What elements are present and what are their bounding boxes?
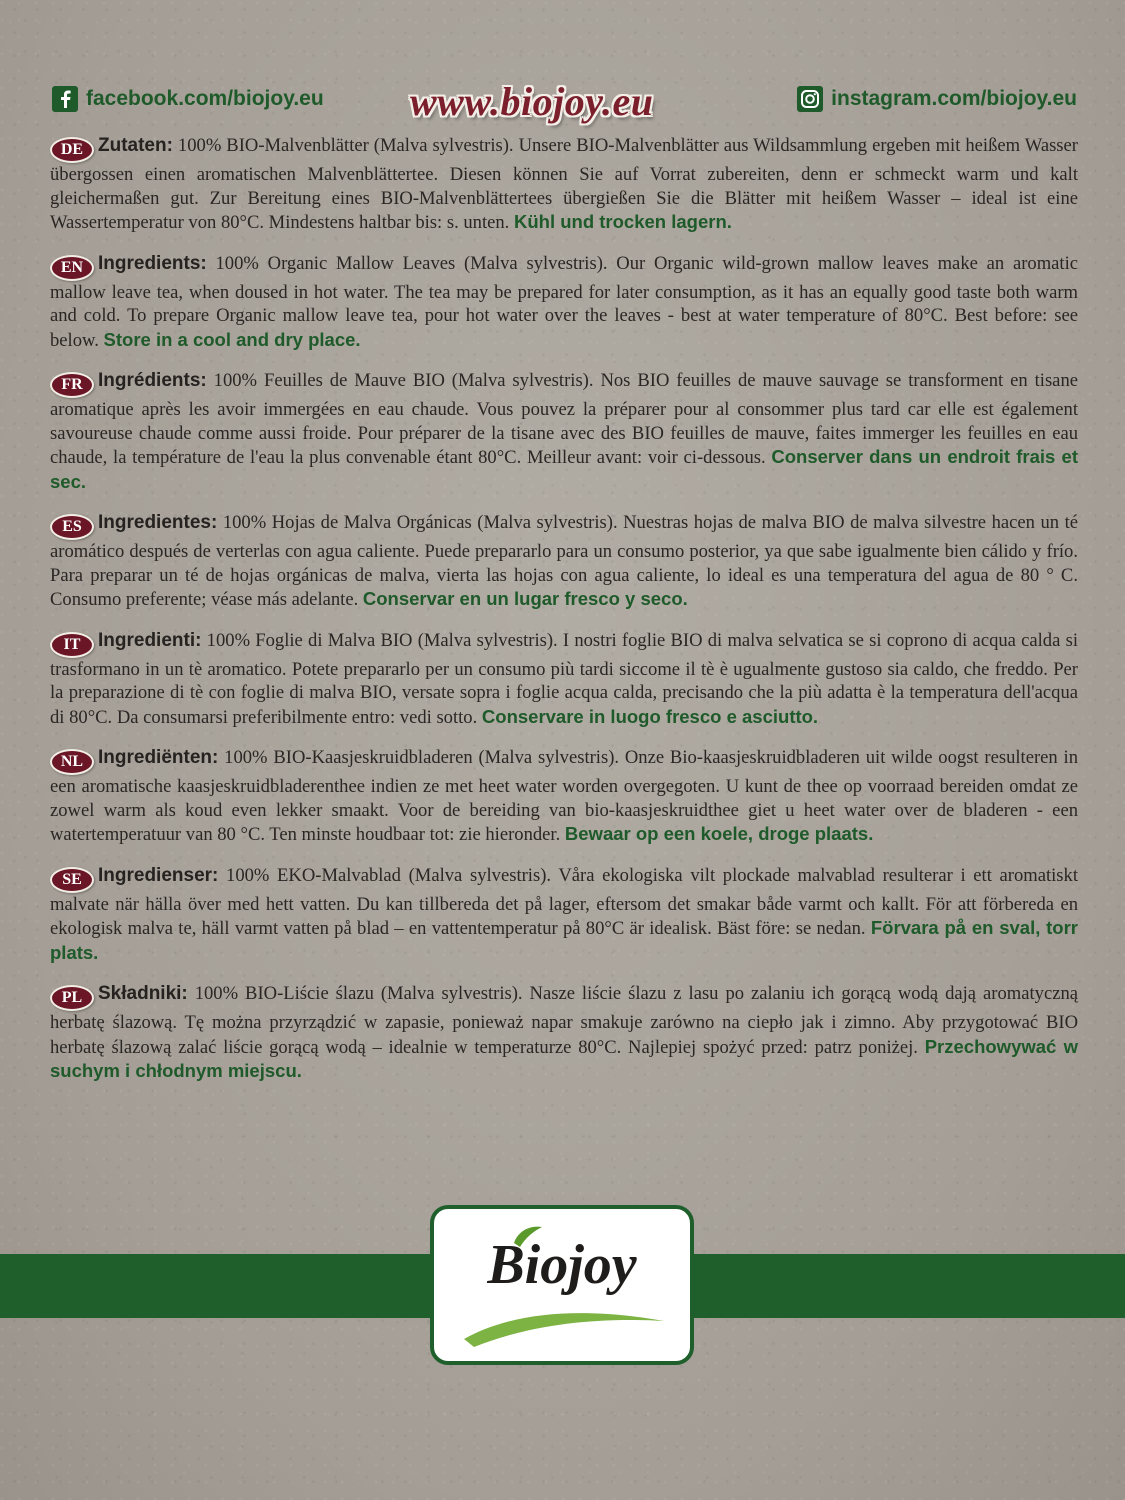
language-badge: EN [50, 255, 94, 281]
website-url[interactable]: www.biojoy.eu [410, 79, 654, 124]
logo-text: Biojoy [487, 1234, 637, 1296]
storage-note: Kühl und trocken lagern. [513, 211, 732, 232]
section-label: Ingredientes: [98, 512, 218, 533]
section-text: 100% Organic Mallow Leaves (Malva sylvestris). Our Organic wild-grown mallow leaves make an aromatic mallow leave tea, when doused in hot water. The tea may be prepared for later consumption, as it has an equally good taste both warm and cold. To prepare Organic mallow leave tea, pour hot water over the leaves - best at water temperature of 80°C. Best before: see below. [50, 252, 1078, 351]
facebook-icon [52, 86, 78, 112]
section-text: 100% Foglie di Malva BIO (Malva sylvestris). I nostri foglie BIO di malva selvatica se si coprono di acqua calda si trasformano in un tè aromatico. Potete prepararlo per un consumo più tardi siccome il tè è ugualmente gustoso sia caldo, che freddo. Per la preparazione di tè con foglie di malva BIO, versate sopra i foglie acqua calda, precisando che la più adatta è la temperatura dell'acqua di 80°C. Da consumarsi preferibilmente entro: vedi sotto. [50, 629, 1078, 728]
section-text: 100% BIO-Malvenblätter (Malva sylvestris). Unsere BIO-Malvenblätter aus Wildsammlung ergeben mit heißem Wasser übergossen einen aromatischen Malvenblättertee. Diesen können Sie auf Vorrat zubereiten, denn er schmeckt warm und kalt gleichermaßen gut. Zur Bereitung eines BIO-Malvenblättertees übergießen Sie die Blätter mit heißem Wasser – ideal ist eine Wassertemperatur von 80°C. Mindestens haltbar bis: s. unten. [50, 135, 1078, 233]
storage-note: Conserver dans un endroit frais et sec. [50, 446, 1078, 492]
language-badge: DE [50, 137, 94, 163]
section-nl [50, 746, 1078, 847]
instagram-link[interactable] [797, 86, 1077, 112]
storage-note: Store in a cool and dry place. [103, 328, 361, 350]
section-fr [50, 369, 1078, 494]
ingredients-content [50, 134, 1078, 1101]
language-badge: ES [50, 514, 94, 540]
storage-note: Förvara på en sval, torr plats. [50, 917, 1078, 963]
storage-note: Conservare in luogo fresco e asciutto. [481, 705, 819, 727]
facebook-url: facebook.com/biojoy.eu [86, 87, 324, 110]
instagram-icon [797, 86, 823, 112]
language-badge: NL [50, 749, 94, 775]
section-label: Ingrediënten: [98, 747, 219, 768]
storage-note: Bewaar op een koele, droge plaats. [564, 823, 874, 844]
header [0, 78, 1125, 128]
section-text: 100% BIO-Liście ślazu (Malva sylvestris). Nasze liście ślazu z lasu po zalaniu ich gorącą wodą dają aromatyczną herbatę ślazową. Tę można przyrządzić w zapasie, ponieważ napar smakuje zarówno na ciepło jak i zimno. Aby przygotować BIO herbatę ślazową zalać liście gorącą wodą – idealnie w temperaturze 80°C. Najlepiej spożyć przed: patrz poniżej. [50, 983, 1078, 1058]
section-it [50, 629, 1078, 730]
section-se [50, 864, 1078, 966]
facebook-link[interactable] [52, 86, 324, 112]
storage-note: Conservar en un lugar fresco y seco. [362, 588, 688, 609]
section-text: 100% BIO-Kaasjeskruidbladeren (Malva sylvestris). Onze Bio-kaasjeskruidbladeren uit wilde oogst resulteren in een aromatische kaasjeskruidbladerenthee indien ze met heet water worden overgegoten. U kunt de thee op voorraad bereiden omdat ze zowel warm als koud even lekker smaakt. Voor de bereiding van bio-kaasjeskruidthee giet u heet water over de bladeren - een watertemperatuur van 80 °C. Ten minste houdbaar tot: zie hieronder. [50, 747, 1078, 845]
section-es [50, 511, 1078, 612]
section-en [50, 252, 1078, 353]
section-label: Ingredients: [98, 252, 207, 274]
section-label: Zutaten: [98, 135, 173, 156]
section-label: Ingredienti: [98, 629, 202, 651]
section-label: Ingrédients: [98, 370, 207, 391]
biojoy-logo [430, 1205, 694, 1365]
section-text: 100% EKO-Malvablad (Malva sylvestris). Våra ekologiska vilt plockade malvablad resulterar i ett aromatiskt malvate när hälla över med hett vatten. Du kan tillbereda det på lager, eftersom det smakar både varmt och kallt. För att förbereda en ekologisk malva te, häll varmt vatten på blad – en vattentemperatur på 80°C är idealisk. Bäst före: se nedan. [50, 864, 1078, 939]
language-badge: FR [50, 372, 94, 398]
section-de [50, 134, 1078, 235]
storage-note: Przechowywać w suchym i chłodnym miejscu. [50, 1035, 1078, 1081]
section-label: Ingredienser: [98, 864, 219, 886]
instagram-url: instagram.com/biojoy.eu [831, 87, 1077, 110]
language-badge: SE [50, 867, 94, 893]
language-badge: IT [50, 632, 94, 658]
section-text: 100% Hojas de Malva Orgánicas (Malva sylvestris). Nuestras hojas de malva BIO de malva silvestre hacen un té aromático después de verterlas con agua caliente. Puede prepararlo para un consumo posterior, ya que sabe igualmente bien cálido y frío. Para preparar un té de hojas orgánicas de malva, vierta las hojas con agua caliente, lo ideal es una temperatura del agua de 80 ° C. Consumo preferente; véase más adelante. [50, 512, 1078, 610]
language-badge: PL [50, 985, 94, 1011]
section-pl [50, 982, 1078, 1084]
section-text: 100% Feuilles de Mauve BIO (Malva sylvestris). Nos BIO feuilles de mauve sauvage se transforment en tisane aromatique après les avoir immergées en eau chaude. Vous pouvez la préparer pour al consommer plus tard car elle est également savoureuse chaude comme aussi froide. Pour préparer de la tisane avec des BIO feuilles de mauve, faites immerger les feuilles en eau chaude, la température de l'eau la plus convenable étant 80°C. Meilleur avant: voir ci-dessous. [50, 370, 1078, 468]
section-label: Składniki: [98, 983, 188, 1004]
